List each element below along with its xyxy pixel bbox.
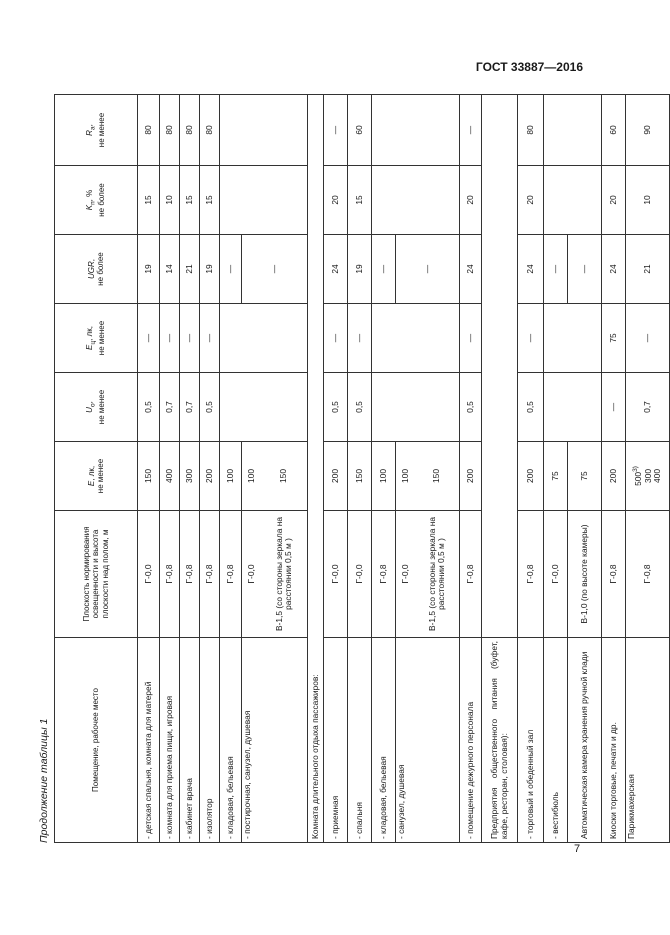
table-row: - помещение дежурного персонала Г-0,8 200 0,5 — 24 20 —	[460, 95, 482, 843]
table-header-row	[55, 95, 138, 843]
table-row: В-1,5 (со стороны зеркала на расстоянии 0,5 м ) 150	[416, 95, 460, 843]
header-ra: $R_a$, не менее	[55, 95, 138, 166]
table-row: - постирочная, санузел, душевая Г-0,0 100 —	[242, 95, 262, 843]
page-number: 7	[574, 843, 581, 855]
table-row: - детская спальня, комната для матерей Г-0,0 150 0,5 — 19 15 80	[138, 95, 160, 843]
table-row: - торговый и обеденный зал Г-0,8 200 0,5 — 24 20 80	[518, 95, 544, 843]
table-row: Парикмахерская Г-0,8 500$^{3)}$ 300 400 0,7 — 21 10 90	[626, 95, 670, 843]
table-caption: Продолжение таблицы 1	[38, 718, 50, 843]
table-row: - приемная Г-0,0 200 0,5 — 24 20 —	[324, 95, 348, 843]
illumination-table	[54, 94, 670, 843]
table-row: Киоски торговые, печати и др. Г-0,8 200 — 75 24 20 60	[602, 95, 626, 843]
table-row: - санузел, душевая Г-0,0 100 —	[396, 95, 416, 843]
header-u: $U_o$, не менее	[55, 373, 138, 442]
table-row: Предприятия общественного питания (буфет, кафе, ресторан, столовая):	[482, 95, 518, 843]
header-room: Помещение, рабочее место	[55, 638, 138, 843]
table-row: - кладовая, бельевая Г-0,8 100 —	[220, 95, 242, 843]
table-row: Автоматическая камера хранения ручной клади В-1,0 (по высоте камеры) 75 —	[568, 95, 602, 843]
table-row: - комната для приема пищи, игровая Г-0,8 400 0,7 — 14 10 80	[160, 95, 180, 843]
header-plane: Плоскость нормирования освещенности и высота плоскости над полом, м	[55, 511, 138, 638]
table-row: - кладовая, бельевая Г-0,8 100 —	[372, 95, 396, 843]
rotated-content	[38, 95, 663, 843]
document-code: ГОСТ 33887—2016	[475, 60, 583, 74]
header-e: E, лк, не менее	[55, 442, 138, 511]
header-ec: $E_ц$, лк, не менее	[55, 304, 138, 373]
header-ugr: UGR, не более	[55, 235, 138, 304]
table-row: - кабинет врача Г-0,8 300 0,7 — 21 15 80	[180, 95, 200, 843]
table-row: - изолятор Г-0,8 200 0,5 — 19 15 80	[200, 95, 220, 843]
header-kp: $K_п$, % не более	[55, 166, 138, 235]
table-row: Комната длительного отдыха пассажиров:	[308, 95, 324, 843]
table-row: - спальня Г-0,0 150 0,5 — 19 15 60	[348, 95, 372, 843]
table-row: В-1,5 (со стороны зеркала на расстоянии 0,5 м ) 150	[262, 95, 308, 843]
hairdresser-e-values: 500$^{3)}$ 300 400	[626, 442, 670, 511]
table-row: - вестибюль Г-0,0 75 —	[544, 95, 568, 843]
